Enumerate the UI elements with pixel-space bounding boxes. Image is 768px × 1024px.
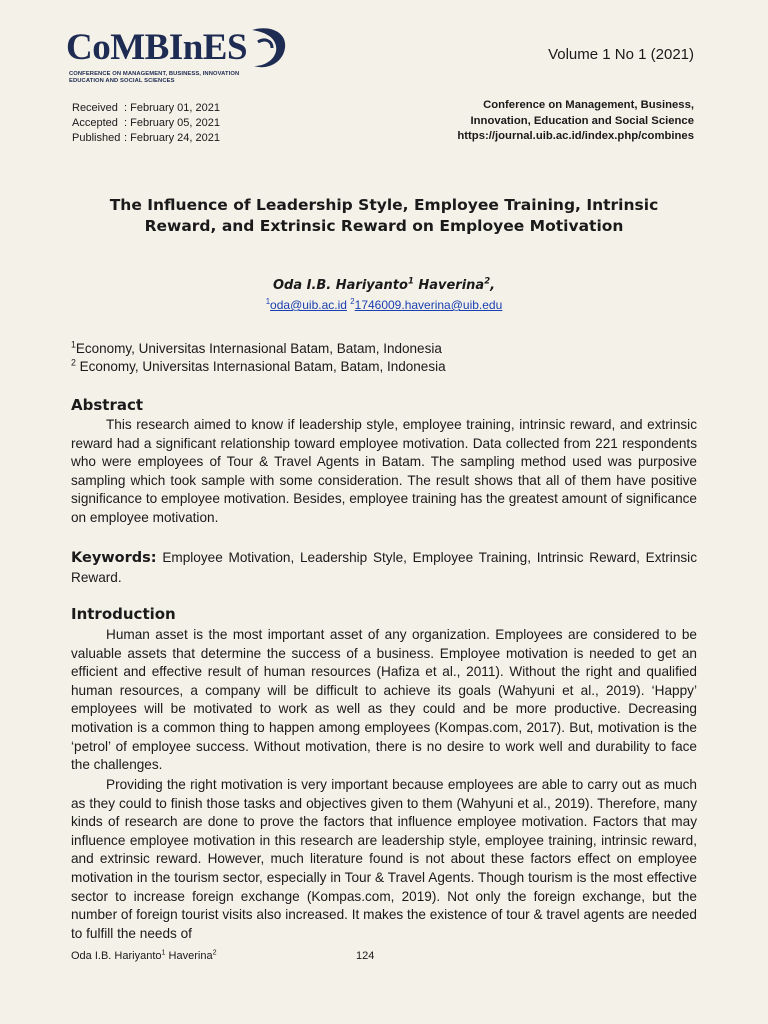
authors-line [0,275,768,293]
introduction-paragraph: Providing the right motivation is very important because employees are able to carry out as much as they could to finish those tasks and objectives given to them (Wahyuni et al., 2019). Therefore, many kinds of research are done to prove the factors that influence employee motivation. Factors that may influence employee motivation in this research are leadership style, employee training, intrinsic reward, and extrinsic reward. However, much literature found is not about these factors effect on employee motivation in the tourism sector, especially in Tour & Travel Agents. Though tourism is the most effective sector to increase foreign exchange (Kompas.com, 2019). Not only the foreign exchange, but the number of foreign tourist visits also increased. It makes the existence of tour & travel agents are needed to fulfill the needs of [71,777,697,941]
keywords-text: Employee Motivation, Leadership Style, Employee Training, Intrinsic Reward, Extrinsic Reward. [71,550,697,585]
title-line: The Influence of Leadership Style, Employee Training, Intrinsic [109,196,659,214]
email-link[interactable]: 1746009.haverina@uib.edu [354,298,503,312]
email-marker: 2 [350,297,355,306]
logo-swoosh-icon [244,26,292,72]
affiliation-marker: 2 [71,357,76,368]
date-row-accepted [72,116,220,131]
keywords [71,548,697,587]
footer-marker: 2 [212,948,217,957]
footer-authors [71,950,217,962]
paper-title [80,195,688,237]
volume-info: Volume 1 No 1 (2021) [548,46,694,63]
date-row-received [72,101,220,116]
footer-marker: 1 [161,948,166,957]
email-marker: 1 [265,297,271,306]
abstract-text: This research aimed to know if leadership style, employee training, intrinsic reward, and extrinsic reward had a significant relationship toward employee motivation. Data collected from 221 respondents who were employees of Tour & Travel Agents in Batam. The sampling method used was purposive sampling which took sample with some consideration. The result shows that all of them have positive significance to employee motivation. Besides, employee training has the greatest amount of significance on employee motivation. [71,417,697,525]
date-value: : February 05, 2021 [124,117,221,129]
title-line: Reward, and Extrinsic Reward on Employee Motivation [144,217,624,235]
affiliation-text: Economy, Universitas Internasional Batam, Batam, Indonesia [75,341,442,356]
logo-tagline [69,71,289,84]
introduction-heading: Introduction [71,605,176,623]
footer-author: Haverina [165,950,213,962]
page-footer [71,950,697,962]
page-number: 124 [356,950,375,962]
affiliation-line [71,340,446,358]
author-affil-marker: 1 [407,275,414,286]
affiliation-text: Economy, Universitas Internasional Batam, Batam, Indonesia [75,359,446,374]
affiliation-marker: 1 [71,339,76,350]
affiliations [71,340,446,376]
email-link[interactable]: oda@uib.ac.id [270,298,347,312]
affiliation-line [71,358,446,376]
date-value: : February 01, 2021 [124,102,221,114]
date-label: Accepted [72,117,118,129]
conference-name-line: Innovation, Education and Social Science [470,114,694,127]
publication-dates [72,101,220,146]
abstract-heading: Abstract [71,396,144,414]
keywords-label: Keywords: [71,550,157,566]
date-label: Received [72,102,118,114]
introduction-paragraph: Human asset is the most important asset of any organization. Employees are considered to be valuable assets that determine the success of a business. Employee motivation is needed to get an efficient and effective result of human resources (Hafiza et al., 2011). Without the right and qualified human resources, a company will be difficult to achieve its goals (Wahyuni et al., 2019). ‘Happy’ employees will be motivated to work as well as they could and be more productive. Decreasing motivation is a common thing to happen among employees (Kompas.com, 2017). But, motivation is the ‘petrol’ of employee success. Without motivation, there is no desire to work well and durability to face the challenges. [71,627,697,773]
date-label: Published [72,132,121,144]
conference-url-link[interactable]: https://journal.uib.ac.id/index.php/combines [457,130,694,142]
logo-wordmark: CoMBInES [66,27,248,68]
date-row-published [72,131,220,146]
footer-author: Oda I.B. Hariyanto [71,950,162,962]
author-affil-marker: 2 [484,275,491,286]
logo-tagline-line: CONFERENCE ON MANAGEMENT, BUSINESS, INNOVATION [69,71,240,77]
author-name: Haverina [413,278,485,293]
author-name: Oda I.B. Hariyanto [272,278,408,293]
date-value: : February 24, 2021 [124,132,221,144]
author-separator: , [490,278,496,293]
journal-logo [66,26,306,86]
logo-tagline-line: EDUCATION AND SOCIAL SCIENCES [69,77,175,84]
conference-info [457,98,694,145]
conference-name-line: Conference on Management, Business, [483,99,694,111]
author-emails [0,298,768,312]
